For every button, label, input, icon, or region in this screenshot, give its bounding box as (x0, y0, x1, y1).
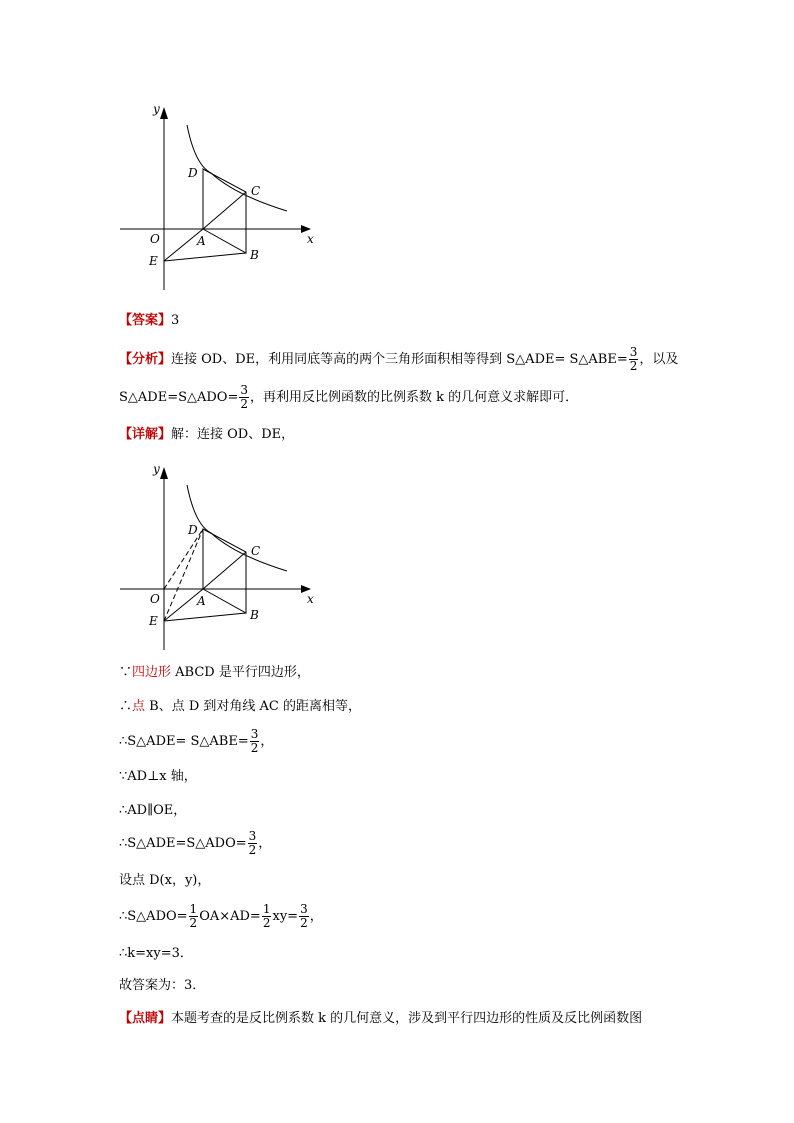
fraction-3-2: $\frac{3}{2}$ (248, 829, 257, 857)
step-5 (119, 800, 186, 822)
label-e: E (149, 614, 158, 628)
because-symbol: ∵ (119, 665, 133, 680)
step-4 (119, 766, 197, 788)
step-8-mid: OA×AD= (199, 909, 261, 924)
step-3-tail: ， (260, 734, 274, 749)
step-8 (119, 900, 323, 934)
step-4-text: ∵AD⊥x 轴， (119, 769, 197, 784)
label-x: x (307, 592, 314, 606)
detail-text: 解：连接 OD、DE， (171, 427, 295, 442)
detail-tag: 【详解】 (119, 427, 172, 442)
step-9 (119, 943, 193, 965)
figure-1 (115, 95, 325, 295)
step-9-text: ∴k=xy=3． (119, 946, 193, 961)
label-e: E (149, 254, 158, 268)
comment-tag: 【点睛】 (119, 1011, 172, 1026)
fraction-3-2: $\frac{3}{2}$ (629, 345, 638, 373)
label-o: O (150, 592, 160, 606)
diagonal-ac (203, 552, 246, 589)
step-1-text: ABCD 是平行四边形， (171, 665, 310, 680)
figure-2 (115, 455, 325, 655)
answer-tag: 【答案】 (119, 313, 172, 328)
hyperbola-curve (187, 485, 287, 571)
step-7 (119, 870, 210, 892)
label-c: C (251, 184, 261, 198)
fraction-3-2: $\frac{3}{2}$ (300, 902, 308, 930)
step-1-highlight: 四边形 (132, 665, 172, 680)
fraction-3-2: $\frac{3}{2}$ (250, 727, 259, 755)
step-10 (119, 975, 205, 997)
comment-line (119, 1008, 642, 1030)
label-a: A (197, 594, 206, 608)
analysis-text-2: ，再利用反比例函数的比例系数 k 的几何意义求解即可． (250, 390, 579, 405)
analysis-tag: 【分析】 (119, 352, 172, 367)
step-7-text: 设点 D(x，y)， (119, 873, 211, 888)
therefore-symbol: ∴ (119, 699, 133, 714)
step-8-tail: ， (309, 909, 323, 924)
label-a: A (197, 234, 206, 248)
step-10-text: 故答案为：3． (119, 978, 206, 993)
segment-eb (164, 613, 246, 621)
step-2-highlight: 点 (132, 699, 146, 714)
analysis-tail-1: ，以及 (639, 352, 679, 367)
answer-line (119, 310, 179, 332)
label-y: y (153, 462, 160, 476)
step-8-head: ∴S△ADO= (119, 909, 188, 924)
y-axis-arrow (160, 467, 168, 479)
analysis-line-1 (119, 345, 678, 375)
label-b: B (250, 608, 259, 622)
hyperbola-curve (187, 125, 287, 211)
y-axis-arrow (160, 107, 168, 119)
step-2 (119, 696, 361, 718)
step-3-text: ∴S△ADE= S△ABE= (119, 734, 249, 749)
fraction-1-2: $\frac{1}{2}$ (262, 902, 271, 930)
fraction-3-2: $\frac{3}{2}$ (240, 383, 249, 411)
detail-line (119, 424, 294, 446)
answer-value: 3 (171, 313, 180, 328)
label-b: B (250, 248, 259, 262)
dashed-od (164, 529, 203, 589)
fraction-1-2: $\frac{1}{2}$ (189, 902, 198, 930)
label-x: x (307, 232, 314, 246)
segment-eb (164, 253, 246, 261)
label-c: C (251, 544, 261, 558)
label-d: D (188, 523, 198, 537)
step-5-text: ∴AD∥OE， (119, 803, 187, 818)
analysis-line-2 (119, 383, 578, 413)
step-6 (119, 828, 271, 860)
step-1 (119, 662, 310, 684)
analysis-head-2: S△ADE=S△ADO= (119, 390, 239, 405)
comment-text: 本题考查的是反比例系数 k 的几何意义，涉及到平行四边形的性质及反比例函数图 (171, 1011, 643, 1026)
label-y: y (153, 102, 160, 116)
step-2-text: B、点 D 到对角线 AC 的距离相等， (145, 699, 362, 714)
label-o: O (150, 232, 160, 246)
step-8-xy: xy= (272, 909, 299, 924)
label-d: D (188, 166, 198, 180)
step-3 (119, 726, 273, 758)
step-6-tail: ， (258, 836, 272, 851)
step-6-text: ∴S△ADE=S△ADO= (119, 836, 247, 851)
diagonal-ac (203, 192, 246, 229)
analysis-text-1: 连接 OD、DE，利用同底等高的两个三角形面积相等得到 S△ADE= S△ABE= (171, 352, 628, 367)
